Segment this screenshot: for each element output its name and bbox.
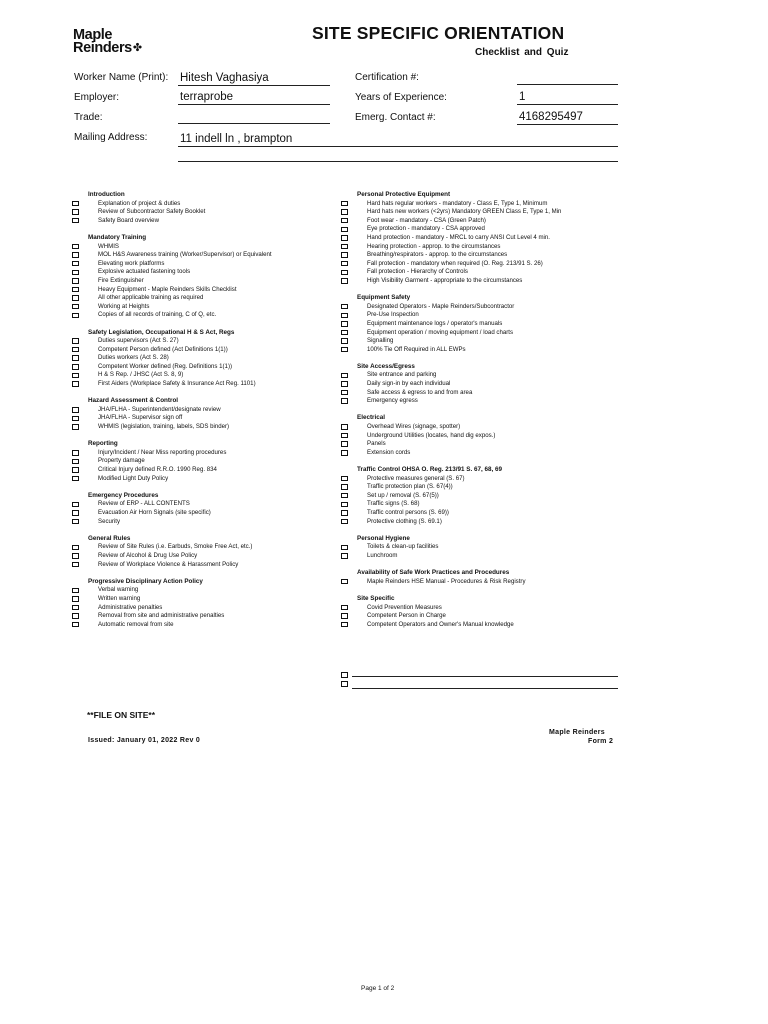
experience-field[interactable]: 1 — [517, 90, 618, 105]
checklist-item — [68, 303, 368, 312]
left-section — [68, 191, 368, 225]
section-spacer — [337, 526, 637, 535]
checklist-item — [68, 612, 368, 621]
checklist-item-label: Maple Reinders HSE Manual - Procedures & Risk Registry — [367, 577, 526, 585]
section-spacer — [68, 389, 368, 398]
checklist-item — [68, 414, 368, 423]
left-section — [68, 329, 368, 389]
checklist-checkbox[interactable] — [341, 545, 348, 551]
checklist-checkbox[interactable] — [341, 218, 348, 224]
checklist-item-label: Panels — [367, 440, 386, 448]
checklist-item-label: Traffic signs (S. 68) — [367, 500, 420, 508]
section-heading: General Rules — [88, 534, 131, 542]
section-heading: Emergency Procedures — [88, 491, 159, 499]
checklist-checkbox[interactable] — [341, 261, 348, 267]
checklist-item — [337, 543, 637, 552]
checklist-item — [337, 552, 637, 561]
right-section — [337, 414, 637, 457]
checklist-item-label: Duties workers (Act S. 28) — [98, 354, 169, 362]
checklist-item — [337, 217, 637, 226]
checklist-item — [337, 475, 637, 484]
checklist-item-label: Duties supervisors (Act S. 27) — [98, 337, 179, 345]
checklist-item — [337, 320, 637, 329]
checklist-item — [337, 208, 637, 217]
checklist-item-label: Explosive actuated fastening tools — [98, 268, 191, 276]
section-heading: Progressive Disciplinary Action Policy — [88, 577, 203, 585]
checklist-checkbox[interactable] — [341, 278, 348, 284]
checklist-item-label: Signalling — [367, 337, 394, 345]
checklist-checkbox[interactable] — [341, 493, 348, 499]
checklist-item — [68, 243, 368, 252]
checklist-checkbox[interactable] — [341, 390, 348, 396]
section-spacer — [68, 569, 368, 578]
checklist-item — [337, 380, 637, 389]
section-heading: Mandatory Training — [88, 233, 147, 241]
checklist-item — [337, 483, 637, 492]
checklist-item — [68, 251, 368, 260]
checklist-checkbox[interactable] — [72, 613, 79, 619]
checklist-item-label: Injury/Incident / Near Miss reporting procedures — [98, 448, 227, 456]
checklist-checkbox[interactable] — [341, 433, 348, 439]
checklist-item-label: Automatic removal from site — [98, 620, 174, 628]
checklist-item-label: Hard hats regular workers - mandatory - Class E, Type 1, Minimum — [367, 199, 548, 207]
checklist-item — [337, 389, 637, 398]
checklist-checkbox[interactable] — [341, 347, 348, 353]
checklist-item-label: Toilets & clean-up facilities — [367, 543, 439, 551]
right-section — [337, 363, 637, 406]
checklist-item — [337, 346, 637, 355]
section-spacer — [337, 457, 637, 466]
checklist-item — [68, 621, 368, 630]
checklist-item — [68, 509, 368, 518]
checklist-item — [68, 294, 368, 303]
checklist-checkbox[interactable] — [341, 252, 348, 258]
checklist-checkbox[interactable] — [341, 553, 348, 559]
checklist-checkbox[interactable] — [72, 381, 79, 387]
section-heading: Reporting — [88, 440, 118, 448]
checklist-item-label: Underground Utilities (locates, hand dig expos.) — [367, 431, 496, 439]
checklist-item-label: Modified Light Duty Policy — [98, 474, 169, 482]
checklist-checkbox[interactable] — [341, 450, 348, 456]
checklist-checkbox[interactable] — [341, 338, 348, 344]
checklist-item-label: Explanation of project & duties — [98, 199, 181, 207]
checklist-item — [337, 277, 637, 286]
checklist-item — [337, 337, 637, 346]
section-spacer — [337, 406, 637, 415]
section-spacer — [68, 432, 368, 441]
right-section — [337, 466, 637, 526]
checklist-item — [337, 440, 637, 449]
checklist-item-label: Review of Site Rules (i.e. Earbuds, Smoke Free Act, etc.) — [98, 543, 253, 551]
checklist-item-label: Equipment operation / moving equipment / load charts — [367, 328, 513, 336]
checklist-checkbox[interactable] — [341, 373, 348, 379]
checklist-checkbox[interactable] — [72, 596, 79, 602]
checklist-item — [68, 552, 368, 561]
right-section — [337, 191, 637, 286]
checklist-item-label: Safety Board overview — [98, 216, 159, 224]
section-spacer — [68, 526, 368, 535]
maple-leaf-icon: ✤ — [132, 42, 142, 54]
left-section — [68, 492, 368, 526]
mailing-address-label: Mailing Address: — [74, 132, 148, 143]
employer-label: Employer: — [74, 92, 120, 103]
checklist-item-label: H & S Rep. / JHSC (Act S. 8, 9) — [98, 371, 184, 379]
footer-form-number: Form 2 — [588, 738, 614, 745]
right-section — [337, 569, 637, 586]
checklist-item — [68, 371, 368, 380]
checklist-item-label: Equipment maintenance logs / operator's manuals — [367, 319, 503, 327]
section-spacer — [337, 354, 637, 363]
checklist-checkbox[interactable] — [341, 381, 348, 387]
checklist-item — [337, 604, 637, 613]
checklist-item-label: Fire Extinguisher — [98, 276, 144, 284]
checklist-checkbox[interactable] — [72, 313, 79, 319]
checklist-checkbox[interactable] — [341, 484, 348, 490]
checklist-item-label: Hard hats new workers (<2yrs) Mandatory GREEN Class E, Type 1, Min — [367, 208, 562, 216]
experience-label: Years of Experience: — [355, 92, 447, 103]
checklist-item-label: JHA/FLHA - Supervisor sign off — [98, 414, 183, 422]
checklist-item — [68, 208, 368, 217]
blank-entry-line-1[interactable] — [352, 676, 618, 677]
checklist-checkbox[interactable] — [341, 398, 348, 404]
checklist-item-label: MOL H&S Awareness training (Worker/Supervisor) or Equivalent — [98, 251, 272, 259]
checklist-item-label: Verbal warning — [98, 586, 139, 594]
checklist-item-label: Hand protection - mandatory - MRCL to carry ANSI Cut Level 4 min. — [367, 233, 550, 241]
checklist-item — [68, 286, 368, 295]
checklist-checkbox[interactable] — [341, 313, 348, 319]
checklist-checkbox[interactable] — [341, 579, 348, 585]
checklist-item-label: Set up / removal (S. 67(5)) — [367, 491, 439, 499]
checklist-item-label: Heavy Equipment - Maple Reinders Skills Checklist — [98, 285, 237, 293]
checklist-item-label: Protective clothing (S. 69.1) — [367, 517, 442, 525]
checklist-checkbox[interactable] — [72, 270, 79, 276]
checklist-item-label: Covid Prevention Measures — [367, 603, 442, 611]
checklist-item — [337, 225, 637, 234]
checklist-item-label: Hearing protection - approp. to the circumstances — [367, 242, 501, 250]
checklist-item-label: Protective measures general (S. 67) — [367, 474, 465, 482]
section-heading: Availability of Safe Work Practices and Procedures — [357, 569, 510, 577]
checklist-checkbox[interactable] — [72, 407, 79, 413]
section-spacer — [68, 225, 368, 234]
checklist-item — [68, 466, 368, 475]
checklist-item — [337, 303, 637, 312]
checklist-checkbox[interactable] — [72, 476, 79, 482]
checklist-item — [337, 449, 637, 458]
checklist-checkbox[interactable] — [341, 519, 348, 525]
checklist-item — [68, 217, 368, 226]
checklist-checkbox[interactable] — [341, 502, 348, 508]
checklist-item — [68, 561, 368, 570]
left-section — [68, 578, 368, 630]
checklist-checkbox[interactable] — [72, 364, 79, 370]
checklist-item-label: Overhead Wires (signage, spotter) — [367, 423, 461, 431]
checklist-item-label: Written warning — [98, 594, 141, 602]
checklist-left-column — [68, 191, 368, 629]
checklist-item-label: Foot wear - mandatory - CSA (Green Patch) — [367, 216, 486, 224]
checklist-checkbox[interactable] — [341, 227, 348, 233]
checklist-checkbox[interactable] — [341, 201, 348, 207]
section-heading: Equipment Safety — [357, 294, 411, 302]
checklist-item — [68, 337, 368, 346]
checklist-item-label: Review of ERP - ALL CONTENTS — [98, 500, 190, 508]
left-section — [68, 397, 368, 431]
checklist-item-label: Competent Worker defined (Reg. Definitions 1(1)) — [98, 362, 233, 370]
checklist-item — [337, 397, 637, 406]
checklist-checkbox[interactable] — [72, 252, 79, 258]
section-heading: Electrical — [357, 414, 386, 422]
checklist-checkbox[interactable] — [72, 416, 79, 422]
checklist-checkbox[interactable] — [72, 209, 79, 215]
checklist-item — [68, 380, 368, 389]
checklist-item — [68, 543, 368, 552]
checklist-item — [68, 423, 368, 432]
checklist-item-label: Property damage — [98, 457, 145, 465]
checklist-item-label: Fall protection - Hierarchy of Controls — [367, 268, 468, 276]
emergency-contact-label: Emerg. Contact #: — [355, 112, 436, 123]
issued-date: Issued: January 01, 2022 Rev 0 — [88, 737, 201, 744]
checklist-item — [68, 406, 368, 415]
checklist-item — [337, 612, 637, 621]
checklist-checkbox[interactable] — [72, 287, 79, 293]
mailing-address-field[interactable]: 11 indell ln , brampton — [178, 132, 618, 147]
checklist-item — [337, 509, 637, 518]
left-section — [68, 440, 368, 483]
checklist-checkbox[interactable] — [72, 304, 79, 310]
checklist-checkbox[interactable] — [341, 330, 348, 336]
checklist-checkbox[interactable] — [341, 270, 348, 276]
page-title: SITE SPECIFIC ORIENTATION — [312, 23, 565, 43]
checklist-item-label: Removal from site and administrative penalties — [98, 612, 225, 620]
checklist-checkbox[interactable] — [72, 502, 79, 508]
checklist-checkbox[interactable] — [341, 244, 348, 250]
checklist-checkbox[interactable] — [341, 622, 348, 628]
checklist-checkbox[interactable] — [72, 244, 79, 250]
checklist-item — [337, 492, 637, 501]
checklist-item — [68, 449, 368, 458]
checklist-item-label: Traffic protection plan (S. 67(4)) — [367, 483, 453, 491]
checklist-item — [68, 595, 368, 604]
checklist-checkbox[interactable] — [341, 510, 348, 516]
left-section — [68, 535, 368, 569]
checklist-checkbox[interactable] — [72, 295, 79, 301]
checklist-item-label: Fall protection - mandatory when required (O. Reg. 213/91 S. 26) — [367, 259, 543, 267]
section-spacer — [68, 483, 368, 492]
checklist-checkbox[interactable] — [341, 209, 348, 215]
checklist-item — [68, 518, 368, 527]
checklist-item — [337, 311, 637, 320]
checklist-checkbox[interactable] — [72, 519, 79, 525]
checklist-item — [68, 260, 368, 269]
section-heading: Introduction — [88, 191, 125, 198]
checklist-item-label: Daily sign-in by each individual — [367, 380, 451, 388]
checklist-checkbox[interactable] — [72, 373, 79, 379]
checklist-item — [68, 586, 368, 595]
checklist-checkbox[interactable] — [72, 424, 79, 430]
checklist-checkbox[interactable] — [72, 459, 79, 465]
checklist-item-label: WHMIS — [98, 242, 119, 250]
checklist-checkbox[interactable] — [341, 441, 348, 447]
checklist-item-label: Site entrance and parking — [367, 371, 437, 379]
checklist-item — [68, 500, 368, 509]
checklist-item — [68, 354, 368, 363]
checklist-item-label: High Visibility Garment - appropriate to the circumstances — [367, 276, 523, 284]
checklist-checkbox[interactable] — [341, 321, 348, 327]
section-heading: Hazard Assessment & Control — [88, 397, 179, 405]
checklist-item — [68, 200, 368, 209]
checklist-item — [68, 346, 368, 355]
section-heading: Site Access/Egress — [357, 362, 415, 370]
checklist-item — [337, 260, 637, 269]
mailing-address-line-2[interactable] — [178, 161, 618, 162]
checklist-item-label: Pre-Use Inspection — [367, 311, 419, 319]
checklist-item-label: Competent Operators and Owner's Manual knowledge — [367, 620, 514, 628]
checklist-item — [337, 329, 637, 338]
blank-entry-line-2[interactable] — [352, 688, 618, 689]
logo-line-2 — [73, 42, 142, 55]
checklist-item — [68, 268, 368, 277]
checklist-checkbox[interactable] — [341, 235, 348, 241]
section-spacer — [68, 320, 368, 329]
checklist-item — [68, 604, 368, 613]
checklist-item-label: Designated Operators - Maple Reinders/Subcontractor — [367, 302, 515, 310]
checklist-checkbox[interactable] — [72, 510, 79, 516]
checklist-checkbox[interactable] — [72, 218, 79, 224]
checklist-checkbox[interactable] — [72, 355, 79, 361]
checklist-item — [337, 500, 637, 509]
section-heading: Traffic Control OHSA O. Reg. 213/91 S. 67, 68, 69 — [357, 466, 502, 473]
worker-name-field[interactable]: Hitesh Vaghasiya — [178, 71, 330, 86]
checklist-checkbox[interactable] — [341, 424, 348, 430]
checklist-item — [337, 423, 637, 432]
checklist-checkbox[interactable] — [72, 553, 79, 559]
checklist-item-label: Review of Subcontractor Safety Booklet — [98, 208, 206, 216]
checklist-item-label: Working at Heights — [98, 302, 150, 310]
checklist-item — [337, 518, 637, 527]
section-heading: Safety Legislation, Occupational H & S Act, Regs — [88, 328, 235, 336]
checklist-item — [337, 251, 637, 260]
checklist-checkbox[interactable] — [72, 201, 79, 207]
certification-field[interactable] — [517, 70, 618, 85]
section-spacer — [337, 586, 637, 595]
checklist-item-label: JHA/FLHA - Superintendent/designate review — [98, 405, 221, 413]
right-section — [337, 595, 637, 629]
checklist-checkbox[interactable] — [341, 304, 348, 310]
checklist-item — [337, 234, 637, 243]
trade-label: Trade: — [74, 112, 103, 123]
checklist-checkbox[interactable] — [72, 622, 79, 628]
checklist-item-label: Elevating work platforms — [98, 259, 165, 267]
checklist-checkbox[interactable] — [72, 261, 79, 267]
checklist-item-label: Emergency egress — [367, 397, 418, 405]
checklist-item-label: Review of Alcohol & Drug Use Policy — [98, 551, 198, 559]
blank-checkbox-1[interactable] — [341, 672, 348, 678]
checklist-item-label: Lunchroom — [367, 551, 398, 559]
checklist-item-label: Competent Person in Charge — [367, 612, 446, 620]
checklist-item — [337, 268, 637, 277]
checklist-item-label: Eye protection - mandatory - CSA approved — [367, 225, 485, 233]
checklist-item-label: Breathing/respirators - approp. to the circumstances — [367, 251, 508, 259]
checklist-item-label: Review of Workplace Violence & Harassment Policy — [98, 560, 239, 568]
blank-checkbox-2[interactable] — [341, 681, 348, 687]
checklist-item — [337, 371, 637, 380]
logo-line-1: Maple — [73, 27, 113, 43]
trade-field[interactable] — [178, 109, 330, 124]
checklist-item-label: WHMIS (legislation, training, labels, SDS binder) — [98, 423, 230, 431]
checklist-checkbox[interactable] — [72, 588, 79, 594]
footer-organization: Maple Reinders — [549, 729, 605, 736]
logo-line-2-text: Reinders — [73, 40, 132, 56]
worker-name-label: Worker Name (Print): — [74, 72, 169, 83]
section-heading: Personal Protective Equipment — [357, 191, 451, 198]
certification-label: Certification #: — [355, 72, 419, 83]
checklist-checkbox[interactable] — [72, 338, 79, 344]
checklist-checkbox[interactable] — [341, 605, 348, 611]
checklist-item-label: Copies of all records of training, C of Q, etc. — [98, 311, 217, 319]
company-logo — [73, 29, 142, 55]
checklist-item-label: First Aiders (Workplace Safety & Insurance Act Reg. 1101) — [98, 380, 256, 388]
emergency-contact-field[interactable]: 4168295497 — [517, 110, 618, 125]
checklist-checkbox[interactable] — [72, 545, 79, 551]
checklist-item — [68, 475, 368, 484]
checklist-item — [68, 277, 368, 286]
checklist-item — [337, 432, 637, 441]
right-section — [337, 294, 637, 354]
checklist-item-label: Administrative penalties — [98, 603, 163, 611]
section-spacer — [337, 286, 637, 295]
page-number: Page 1 of 2 — [361, 985, 395, 992]
checklist-item-label: All other applicable training as required — [98, 294, 204, 302]
section-heading: Site Specific — [357, 594, 395, 602]
checklist-item-label: Competent Person defined (Act Definitions 1(1)) — [98, 345, 228, 353]
checklist-item-label: Evacuation Air Horn Signals (site specific) — [98, 508, 211, 516]
left-section — [68, 234, 368, 320]
checklist-item-label: Safe access & egress to and from area — [367, 388, 473, 396]
checklist-item-label: Critical Injury defined R.R.O. 1990 Reg. 834 — [98, 466, 217, 473]
page-subtitle: Checklist and Quiz — [475, 47, 569, 58]
checklist-item-label: 100% Tie Off Required in ALL EWPs — [367, 345, 466, 353]
checklist-item — [337, 621, 637, 630]
employer-field[interactable]: terraprobe — [178, 90, 330, 105]
section-heading: Personal Hygiene — [357, 534, 410, 542]
checklist-item-label: Traffic control persons (S. 69)) — [367, 508, 449, 516]
checklist-item — [337, 243, 637, 252]
right-section — [337, 535, 637, 561]
checklist-item-label: Extension cords — [367, 448, 411, 456]
checklist-item — [337, 200, 637, 209]
checklist-item — [68, 457, 368, 466]
checklist-checkbox[interactable] — [72, 450, 79, 456]
checklist-checkbox[interactable] — [72, 347, 79, 353]
checklist-item — [68, 363, 368, 372]
checklist-checkbox[interactable] — [72, 467, 79, 473]
checklist-item — [337, 578, 637, 587]
file-on-site-note: **FILE ON SITE** — [87, 710, 156, 720]
checklist-checkbox[interactable] — [72, 562, 79, 568]
checklist-checkbox[interactable] — [341, 613, 348, 619]
checklist-checkbox[interactable] — [72, 278, 79, 284]
checklist-checkbox[interactable] — [72, 605, 79, 611]
checklist-item-label: Security — [98, 517, 121, 525]
checklist-checkbox[interactable] — [341, 476, 348, 482]
checklist-item — [68, 311, 368, 320]
checklist-right-column — [337, 191, 637, 629]
section-spacer — [337, 561, 637, 570]
